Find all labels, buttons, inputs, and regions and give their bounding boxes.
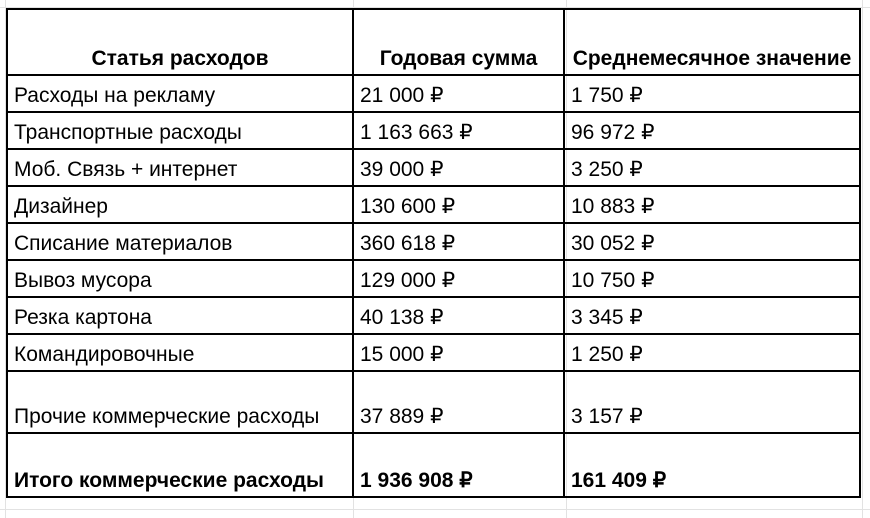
cell-item[interactable]: Прочие коммерческие расходы [7, 371, 353, 433]
cell-annual[interactable]: 21 000 ₽ [353, 75, 564, 112]
table-row [7, 260, 860, 297]
cell-item[interactable]: Расходы на рекламу [7, 75, 353, 112]
total-cell-monthly[interactable]: 161 409 ₽ [564, 433, 860, 497]
cell-monthly[interactable]: 1 750 ₽ [564, 75, 860, 112]
cell-annual[interactable]: 37 889 ₽ [353, 371, 564, 433]
cell-item[interactable]: Дизайнер [7, 186, 353, 223]
cell-annual[interactable]: 360 618 ₽ [353, 223, 564, 260]
total-cell-item[interactable]: Итого коммерческие расходы [7, 433, 353, 497]
cell-item[interactable]: Командировочные [7, 334, 353, 371]
cell-monthly[interactable]: 3 157 ₽ [564, 371, 860, 433]
cell-annual[interactable]: 40 138 ₽ [353, 297, 564, 334]
table-row [7, 75, 860, 112]
header-cell-annual[interactable]: Годовая сумма [353, 9, 564, 75]
cell-monthly[interactable]: 30 052 ₽ [564, 223, 860, 260]
cell-annual[interactable]: 130 600 ₽ [353, 186, 564, 223]
table-row [7, 223, 860, 260]
cell-monthly[interactable]: 3 345 ₽ [564, 297, 860, 334]
cell-monthly[interactable]: 96 972 ₽ [564, 112, 860, 149]
total-row [7, 433, 860, 497]
table-row [7, 297, 860, 334]
cell-monthly[interactable]: 10 883 ₽ [564, 186, 860, 223]
table-row [7, 186, 860, 223]
header-cell-monthly[interactable]: Среднемесячное значение [564, 9, 860, 75]
cell-annual[interactable]: 39 000 ₽ [353, 149, 564, 186]
cell-monthly[interactable]: 1 250 ₽ [564, 334, 860, 371]
expenses-table [6, 8, 861, 498]
header-row [7, 9, 860, 75]
cell-annual[interactable]: 15 000 ₽ [353, 334, 564, 371]
table-row [7, 334, 860, 371]
cell-item[interactable]: Моб. Связь + интернет [7, 149, 353, 186]
cell-annual[interactable]: 1 163 663 ₽ [353, 112, 564, 149]
cell-monthly[interactable]: 3 250 ₽ [564, 149, 860, 186]
total-cell-annual[interactable]: 1 936 908 ₽ [353, 433, 564, 497]
table-row [7, 149, 860, 186]
cell-item[interactable]: Резка картона [7, 297, 353, 334]
table-row [7, 371, 860, 433]
cell-item[interactable]: Вывоз мусора [7, 260, 353, 297]
cell-item[interactable]: Транспортные расходы [7, 112, 353, 149]
header-cell-item[interactable]: Статья расходов [7, 9, 353, 75]
table-row [7, 112, 860, 149]
cell-item[interactable]: Списание материалов [7, 223, 353, 260]
cell-annual[interactable]: 129 000 ₽ [353, 260, 564, 297]
cell-monthly[interactable]: 10 750 ₽ [564, 260, 860, 297]
